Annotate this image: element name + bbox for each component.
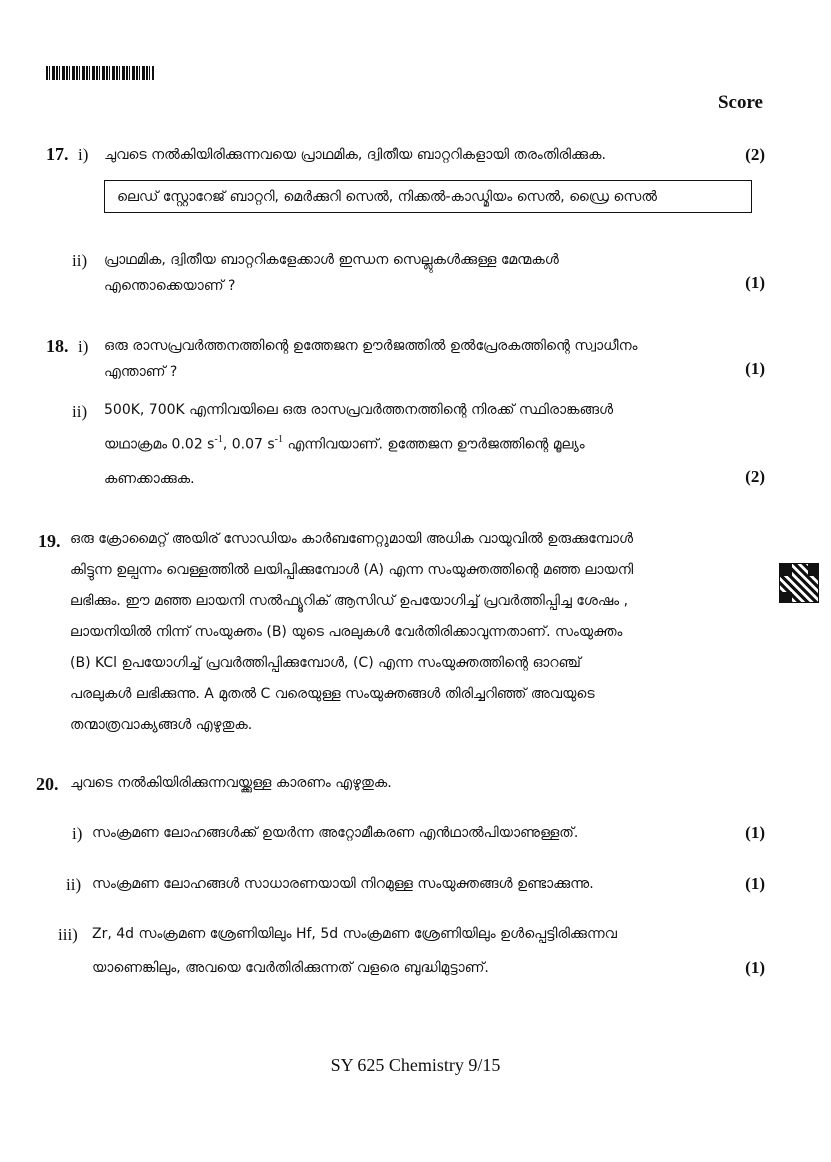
q18-ii-sup-1: -1 <box>214 434 223 445</box>
q19-number: 19. <box>38 531 61 551</box>
q19-line: പരലുകൾ ലഭിക്കുന്നു. A മുതൽ C വരെയുള്ള സംയുക്തങ്ങൾ തിരിച്ചറിഞ്ഞ് അവയുടെ <box>70 686 595 702</box>
q18-ii-marks: (2) <box>745 467 765 486</box>
qr-code <box>779 563 819 603</box>
q18-number: 18. <box>46 336 69 356</box>
q18-ii-line2-b: , 0.07 s <box>222 436 275 453</box>
q19-line: ലഭിക്കും. ഈ മഞ്ഞ ലായനി സൽഫ്യൂറിക് ആസിഡ് ഉപയോഗിച്ച് പ്രവർത്തിപ്പിച്ച ശേഷം , <box>70 593 629 609</box>
q20-i-label: i) <box>72 824 83 843</box>
q18-i-label: i) <box>78 337 89 356</box>
q19-line: ഒരു ക്രോമൈറ്റ് അയിര് സോഡിയം കാർബണേറ്റുമായി അധിക വായുവിൽ ഉരുക്കുമ്പോൾ <box>70 531 634 547</box>
q17-options-box <box>104 180 752 213</box>
q18-ii-label: ii) <box>72 402 88 421</box>
q20-i-text: സംക്രമണ ലോഹങ്ങൾക്ക് ഉയർന്ന അറ്റോമീകരണ എൻഥാൽപിയാണുള്ളത്. <box>92 825 579 841</box>
q17-number: 17. <box>46 144 69 164</box>
q20-ii-label: ii) <box>66 875 82 894</box>
q18-ii-line2-c: എന്നിവയാണ്. ഉത്തേജന ഊർജത്തിന്റെ മൂല്യം <box>283 436 585 453</box>
q18-ii-line1 <box>104 401 613 419</box>
q20-ii-marks: (1) <box>745 874 765 893</box>
q18-ii-line1-text: 500K, 700K എന്നിവയിലെ ഒരു രാസപ്രവർത്തനത്തിന്റെ നിരക്ക് സ്ഥിരാങ്കങ്ങൾ <box>104 402 614 418</box>
q20-iii-line2: യാണെങ്കിലും, അവയെ വേർതിരിക്കുന്നത് വളരെ ബുദ്ധിമുട്ടാണ്. <box>92 960 489 976</box>
q17-ii-marks: (1) <box>745 273 765 292</box>
q18-ii-line3: കണക്കാക്കുക. <box>104 471 195 487</box>
q18-ii-sup-2: -1 <box>274 434 283 445</box>
barcode <box>46 66 154 80</box>
q19-line: തന്മാത്രവാക്യങ്ങൾ എഴുതുക. <box>70 717 253 733</box>
q17-ii-label: ii) <box>72 251 88 270</box>
q19-line: ലായനിയിൽ നിന്ന് സംയുക്തം (B) യുടെ പരലുകൾ വേർതിരിക്കാവുന്നതാണ്. സംയുക്തം <box>70 624 623 640</box>
q17-i-text: ചുവടെ നൽകിയിരിക്കുന്നവയെ പ്രാഥമിക, ദ്വിതീയ ബാറ്ററികളായി തരംതിരിക്കുക. <box>104 147 606 163</box>
q20-i-marks: (1) <box>745 823 765 842</box>
page-footer: SY 625 Chemistry 9/15 <box>330 1055 501 1075</box>
q18-i-line1: ഒരു രാസപ്രവർത്തനത്തിന്റെ ഉത്തേജന ഊർജത്തിൽ ഉൽപ്രേരകത്തിന്റെ സ്വാധീനം <box>104 338 638 354</box>
q20-intro: ചുവടെ നൽകിയിരിക്കുന്നവയ്ക്കുള്ള കാരണം എഴുതുക. <box>70 775 392 791</box>
q20-number: 20. <box>36 774 59 794</box>
q19-line: കിട്ടുന്ന ഉല്പന്നം വെള്ളത്തിൽ ലയിപ്പിക്കുമ്പോൾ (A) എന്ന സംയുക്തത്തിന്റെ മഞ്ഞ ലായനി <box>70 562 634 578</box>
q17-i-label: i) <box>78 145 89 164</box>
q17-i-marks: (2) <box>745 145 765 164</box>
q20-ii-text: സംക്രമണ ലോഹങ്ങൾ സാധാരണയായി നിറമുള്ള സംയുക്തങ്ങൾ ഉണ്ടാക്കുന്നു. <box>92 876 594 892</box>
score-label: Score <box>717 92 763 113</box>
q18-i-marks: (1) <box>745 359 765 378</box>
q19-line: (B) KCl ഉപയോഗിച്ച് പ്രവർത്തിപ്പിക്കുമ്പോൾ, (C) എന്ന സംയുക്തത്തിന്റെ ഓറഞ്ച് <box>70 655 581 671</box>
q20-iii-label: iii) <box>58 925 78 944</box>
q17-ii-line2: എന്തൊക്കെയാണ് ? <box>104 278 236 294</box>
q20-iii-line1: Zr, 4d സംക്രമണ ശ്രേണിയിലും Hf, 5d സംക്രമണ ശ്രേണിയിലും ഉൾപ്പെട്ടിരിക്കുന്നവ <box>92 926 617 942</box>
q18-ii-line2-a: യഥാക്രമം 0.02 s <box>104 436 215 453</box>
q19-paragraph <box>70 531 760 748</box>
q18-i-line2: എന്താണ് ? <box>104 364 178 380</box>
q20-iii-marks: (1) <box>745 958 765 977</box>
q18-ii-line2 <box>104 434 585 453</box>
q17-options-text: ലെഡ് സ്റ്റോറേജ് ബാറ്ററി, മെർക്കുറി സെൽ, നിക്കൽ-കാഡ്മിയം സെൽ, ഡ്രൈ സെൽ <box>117 189 657 205</box>
q17-ii-line1: പ്രാഥമിക, ദ്വിതീയ ബാറ്ററികളേക്കാൾ ഇന്ധന സെല്ലുകൾക്കുള്ള മേന്മകൾ <box>104 252 559 268</box>
